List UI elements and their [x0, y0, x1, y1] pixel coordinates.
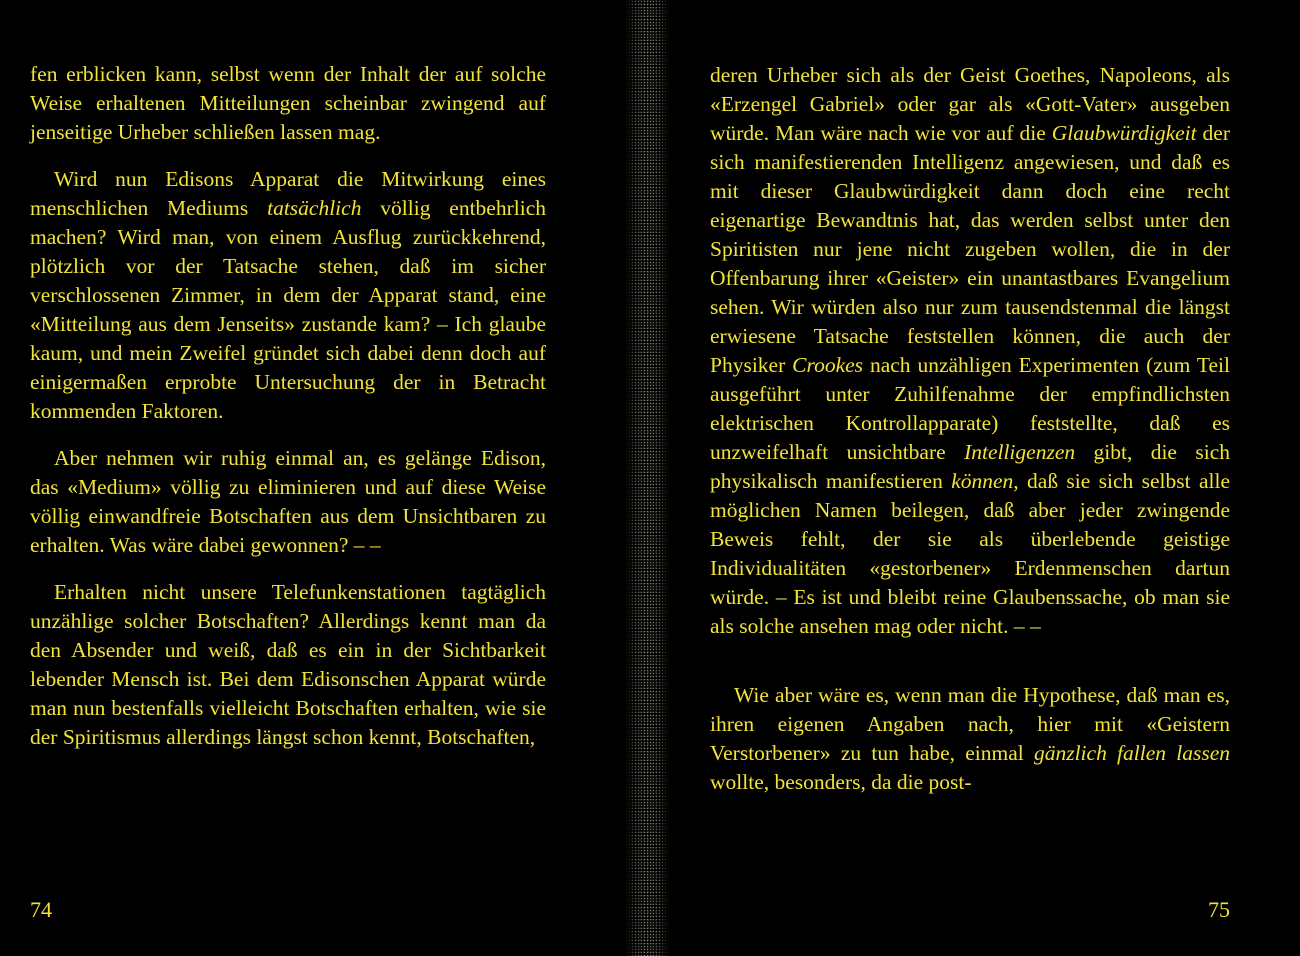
text-run: Wird nun Edisons Apparat die Mitwirkung eines menschlichen Mediums [30, 167, 546, 220]
text-run: völlig entbehrlich machen? Wird man, von einem Ausflug zurückkehrend, plötzlich vor der Tatsache stehen, daß im sicher verschlossenen Zimmer, in dem der Apparat stand, eine «Mitteilung aus dem Jenseits» zustande kam? – Ich glaube kaum, und mein Zweifel gründet sich dabei denn doch auf einigermaßen erprobte Untersuchung der in Betracht kommenden Faktoren. [30, 196, 546, 423]
italic-run: gänzlich fallen lassen [1033, 741, 1230, 765]
page-number: 74 [30, 897, 52, 922]
paragraph: Aber nehmen wir ruhig einmal an, es gelänge Edison, das «Medium» völlig zu eliminieren und auf diese Weise völlig einwandfreie Botschaften aus dem Unsichtbaren zu erhalten. Was wäre dabei gewonnen? – – [30, 446, 546, 557]
paragraph [710, 61, 1230, 641]
right-page-text [710, 61, 1230, 797]
text-run: , daß sie sich selbst alle möglichen Namen beilegen, daß aber jeder zwingende Beweis fehlt, der sie als überlebende geistige Individualitäten «gestorbener» Erdenmenschen dartun würde. – Es ist und bleibt reine Glaubenssache, ob man sie als solche ansehen mag oder nicht. – – [710, 469, 1230, 638]
italic-run: Crookes [792, 353, 864, 377]
left-page-text [30, 60, 546, 752]
text-run: deren Urheber sich als der Geist Goethes, Napoleons, als «Erzengel Gabriel» oder gar als «Gott-Vater» ausgeben würde. Man wäre nach wie vor auf die [710, 63, 1230, 145]
right-page [670, 0, 1300, 956]
text-run: wollte, besonders, da die post- [710, 770, 972, 794]
italic-run: tatsächlich [267, 196, 362, 220]
text-run: der sich manifestierenden Intelligenz angewiesen, und daß es mit dieser Glaubwürdigkeit dann doch eine recht eigenartige Bewandtnis hat, das werden selbst unter den Spiritisten nur jene nicht zugeben wollen, die in der Offenbarung ihrer «Geister» ein unantastbares Evangelium sehen. Wir würden also nur zum tausendstenmal die längst erwiesene Tatsache feststellen können, die auch der Physiker [710, 121, 1231, 377]
page-number: 75 [1208, 897, 1230, 922]
italic-run: können [951, 469, 1014, 493]
paragraph [710, 681, 1230, 797]
paragraph: fen erblicken kann, selbst wenn der Inhalt der auf solche Weise erhaltenen Mitteilungen scheinbar zwingend auf jenseitige Urheber schließen lassen mag. [30, 62, 546, 144]
italic-run: Intelligenzen [964, 440, 1076, 464]
text-run: nach unzähligen Experimenten (zum Teil ausgeführt unter Zuhilfenahme der empfindlichsten elektrischen Kontrollapparate) feststellte, daß es unzweifelhaft unsichtbare [710, 353, 1231, 464]
paragraph: Erhalten nicht unsere Telefunkenstationen tagtäglich unzählige solcher Botschaften? Allerdings kennt man da den Absender und weiß, daß es ein in der Sichtbarkeit lebender Mensch ist. Bei dem Edisonschen Apparat würde man nun bestenfalls vielleicht Botschaften erhalten, wie sie der Spiritismus allerdings längst schon kennt, Botschaften, [30, 580, 546, 749]
left-page [0, 0, 630, 956]
book-gutter [625, 0, 670, 956]
paragraph [30, 165, 546, 426]
text-run: gibt, die sich physikalisch manifestieren [710, 440, 1230, 493]
italic-run: Glaubwürdigkeit [1051, 121, 1197, 145]
text-run: Wie aber wäre es, wenn man die Hypothese, daß man es, ihren eigenen Angaben nach, hier mit «Geistern Verstorbener» zu tun habe, einmal [710, 683, 1230, 765]
